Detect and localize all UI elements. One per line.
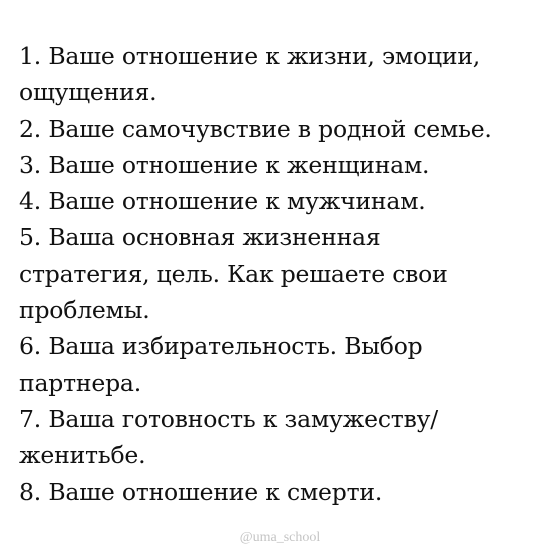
- item-text: Ваша избирательность. Выбор: [48, 332, 423, 361]
- item-text: Ваше отношение к мужчинам.: [48, 187, 426, 216]
- list-item: [19, 111, 549, 147]
- item-number: 6.: [19, 332, 42, 361]
- item-text: стратегия, цель. Как решаете свои: [19, 259, 448, 288]
- question-list: [19, 38, 549, 510]
- list-item-line: [19, 474, 549, 510]
- item-number: 4.: [19, 187, 42, 216]
- item-number: 7.: [19, 404, 42, 433]
- item-text: проблемы.: [19, 296, 150, 325]
- item-text: партнера.: [19, 368, 142, 397]
- list-item: [19, 38, 549, 111]
- watermark: @uma_school: [239, 530, 321, 545]
- list-item: [19, 147, 549, 183]
- list-item-line: [19, 111, 549, 147]
- item-text: женитьбе.: [19, 441, 146, 470]
- list-item-line: [19, 38, 549, 74]
- list-item-line: [19, 401, 549, 437]
- list-item-line: [19, 328, 549, 364]
- item-number: 5.: [19, 223, 42, 252]
- item-number: 1.: [19, 42, 42, 70]
- list-item: [19, 401, 549, 474]
- list-item-line: [19, 219, 549, 255]
- item-text: Ваше отношение к смерти.: [48, 477, 383, 506]
- list-item-line: [19, 183, 549, 219]
- list-item: [19, 328, 549, 401]
- item-number: 3.: [19, 150, 42, 179]
- list-item: [19, 183, 549, 219]
- item-text: ощущения.: [19, 78, 157, 107]
- item-text: Ваша готовность к замужеству/: [48, 404, 438, 433]
- item-text: Ваша основная жизненная: [48, 223, 381, 252]
- item-number: 2.: [19, 114, 42, 143]
- item-text: Ваше самочувствие в родной семье.: [48, 114, 492, 143]
- list-item: [19, 219, 549, 328]
- item-number: 8.: [19, 477, 42, 506]
- item-text: Ваше отношение к жизни, эмоции,: [48, 42, 481, 70]
- list-item: [19, 474, 549, 510]
- item-text: Ваше отношение к женщинам.: [48, 150, 430, 179]
- list-item-line: [19, 147, 549, 183]
